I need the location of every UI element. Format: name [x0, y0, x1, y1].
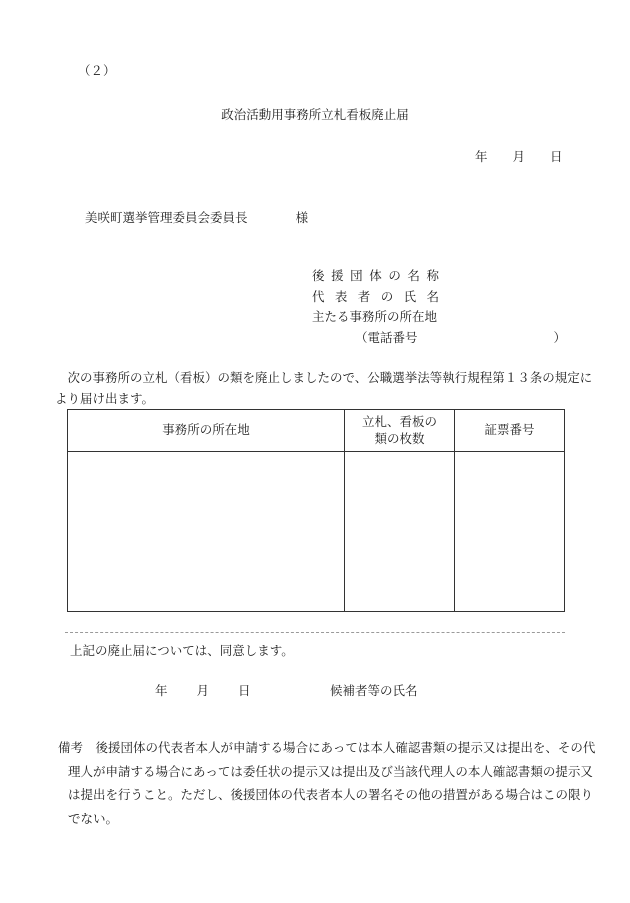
- declaration-line-2: より届け出ます。: [55, 391, 155, 406]
- date-line-top: [475, 147, 563, 165]
- month-label: 月: [512, 150, 526, 164]
- addressee-honorific: 様: [295, 211, 309, 225]
- form-title: 政治活動用事務所立札看板廃止届: [221, 108, 409, 122]
- phone-number-label: （電話番号: [355, 330, 418, 345]
- representative-name-label: 代表者の氏名: [312, 289, 439, 304]
- addressee-name: 美咲町選挙管理委員会委員長: [85, 211, 248, 225]
- day-label: 日: [238, 684, 251, 698]
- month-label: 月: [196, 684, 210, 698]
- table-row: [68, 452, 565, 612]
- supporter-group-name-label: 後援団体の名称: [312, 269, 439, 283]
- remarks-line-1: 備考 後援団体の代表者本人が申請する場合にあっては本人確認書類の提示又は提出を、その代: [58, 741, 596, 755]
- applicant-info-block: [312, 266, 566, 348]
- declaration-line-1: 次の事務所の立札（看板）の類を廃止しましたので、公職選挙法等執行規程第１３条の規定に: [55, 371, 593, 385]
- remarks-line-4: でない。: [68, 811, 119, 826]
- year-label: 年: [475, 150, 488, 164]
- candidate-name-label: 候補者等の氏名: [330, 684, 418, 698]
- col-header-sign-count-line2: 類の枚数: [374, 431, 425, 446]
- cut-line: [65, 632, 565, 633]
- year-label: 年: [155, 684, 168, 698]
- remarks-line-2: 理人が申請する場合にあっては委任状の提示又は提出及び当該代理人の本人確認書類の提示又: [68, 764, 593, 779]
- signboard-table: [67, 409, 565, 612]
- table-header-row: [68, 410, 565, 452]
- col-header-certificate-number: 証票番号: [455, 410, 565, 452]
- col-header-sign-count: [345, 410, 455, 452]
- main-office-address-label: 主たる事務所の所在地: [312, 310, 438, 324]
- addressee-line: [85, 208, 308, 226]
- col-header-sign-count-line1: 立札、看板の: [361, 414, 437, 429]
- date-line-consent: [155, 681, 251, 699]
- day-label: 日: [550, 150, 563, 164]
- page-number: （２）: [78, 64, 116, 78]
- cell-office-address: [68, 452, 345, 612]
- phone-number-line: [355, 328, 566, 349]
- cell-certificate-number: [455, 452, 565, 612]
- declaration-paragraph: [55, 368, 592, 409]
- consent-statement: 上記の廃止届については、同意します。: [70, 644, 294, 658]
- remarks-block: [58, 737, 618, 831]
- col-header-office-address: 事務所の所在地: [68, 410, 345, 452]
- phone-close-paren: ）: [553, 330, 566, 345]
- remarks-line-3: は提出を行うこと。ただし、後援団体の代表者本人の署名その他の措置がある場合はこの限り: [68, 788, 594, 802]
- cell-sign-count: [345, 452, 455, 612]
